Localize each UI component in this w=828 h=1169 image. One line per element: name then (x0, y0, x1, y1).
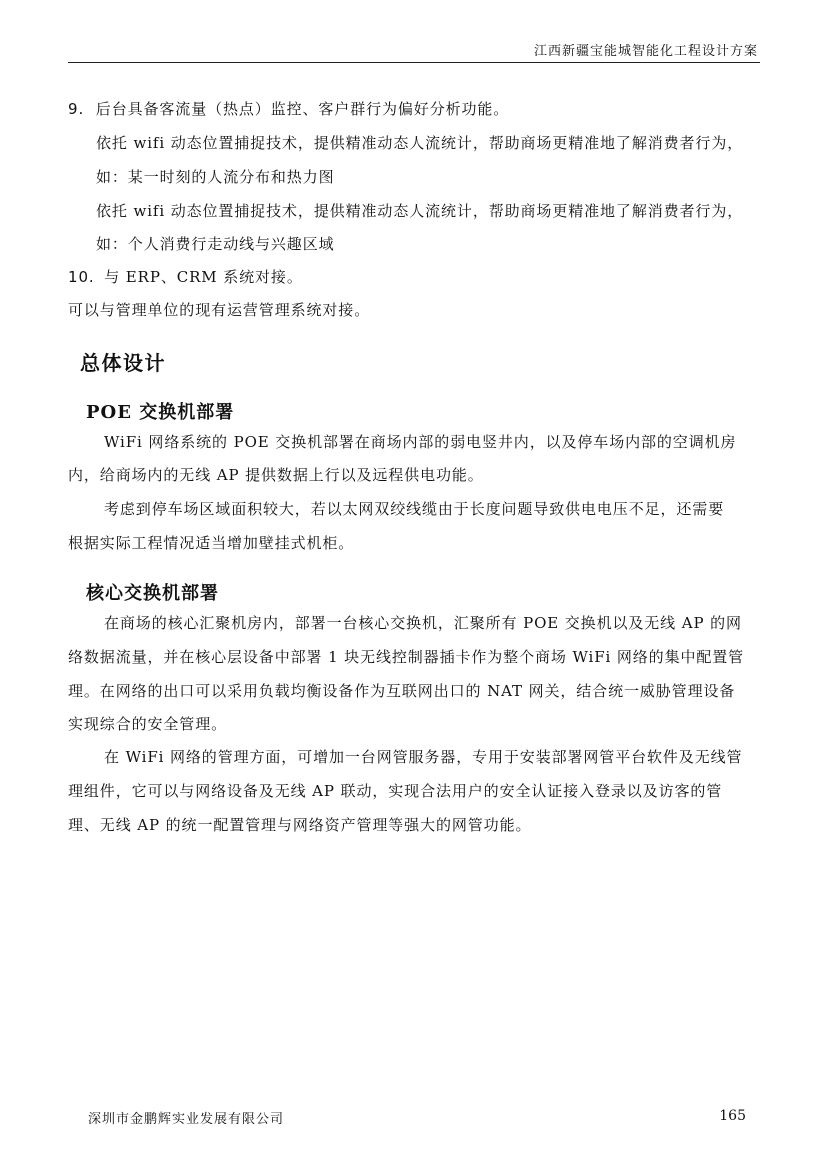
core-paragraph-line: 在商场的核心汇聚机房内，部署一台核心交换机，汇聚所有 POE 交换机以及无线 AP 的网 (104, 614, 742, 632)
poe-paragraph-line: 根据实际工程情况适当增加壁挂式机柜。 (68, 534, 355, 552)
item9-line3: 依托 wifi 动态位置捕捉技术，提供精准动态人流统计，帮助商场更精准地了解消费者行为， (96, 202, 744, 220)
page-number: 165 (719, 1108, 746, 1124)
item9-line4: 如：个人消费行走动线与兴趣区域 (96, 235, 335, 253)
item-text: 与 ERP、CRM 系统对接。 (104, 268, 303, 286)
core-paragraph-line: 理组件，它可以与网络设备及无线 AP 联动，实现合法用户的安全认证接入登录以及访客的管 (68, 782, 723, 800)
footer-company: 深圳市金鹏辉实业发展有限公司 (88, 1112, 285, 1127)
list-item-9 (68, 99, 509, 119)
item9-line1: 依托 wifi 动态位置捕捉技术，提供精准动态人流统计，帮助商场更精准地了解消费者行为， (96, 134, 744, 152)
section-heading: 总体设计 (80, 351, 166, 375)
core-heading: 核心交换机部署 (86, 583, 219, 604)
item9-line2: 如：某一时刻的人流分布和热力图 (96, 168, 335, 186)
poe-paragraph-line: 考虑到停车场区域面积较大，若以太网双绞线缆由于长度问题导致供电电压不足，还需要 (104, 500, 725, 518)
poe-heading: POE 交换机部署 (86, 402, 235, 423)
item-number: 10. (68, 268, 95, 286)
core-paragraph-line: 络数据流量，并在核心层设备中部署 1 块无线控制器插卡作为整个商场 WiFi 网络的集中配置管 (68, 648, 745, 666)
list-item-10 (68, 267, 303, 287)
core-paragraph-line: 理、无线 AP 的统一配置管理与网络资产管理等强大的网管功能。 (68, 816, 532, 834)
core-paragraph-line: 理。在网络的出口可以采用负载均衡设备作为互联网出口的 NAT 网关，结合统一威胁管理设备 (68, 682, 736, 700)
item-text: 后台具备客流量（热点）监控、客户群行为偏好分析功能。 (95, 100, 510, 118)
poe-paragraph-line: WiFi 网络系统的 POE 交换机部署在商场内部的弱电竖井内，以及停车场内部的空调机房 (104, 433, 737, 451)
item10-line1: 可以与管理单位的现有运营管理系统对接。 (68, 301, 371, 319)
poe-paragraph-line: 内，给商场内的无线 AP 提供数据上行以及远程供电功能。 (68, 466, 484, 484)
header-title: 江西新疆宝能城智能化工程设计方案 (533, 44, 758, 59)
page-header (68, 38, 760, 63)
core-paragraph-line: 实现综合的安全管理。 (68, 715, 228, 733)
core-paragraph-line: 在 WiFi 网络的管理方面，可增加一台网管服务器，专用于安装部署网管平台软件及无线管 (104, 748, 743, 766)
item-number: 9. (68, 100, 85, 118)
